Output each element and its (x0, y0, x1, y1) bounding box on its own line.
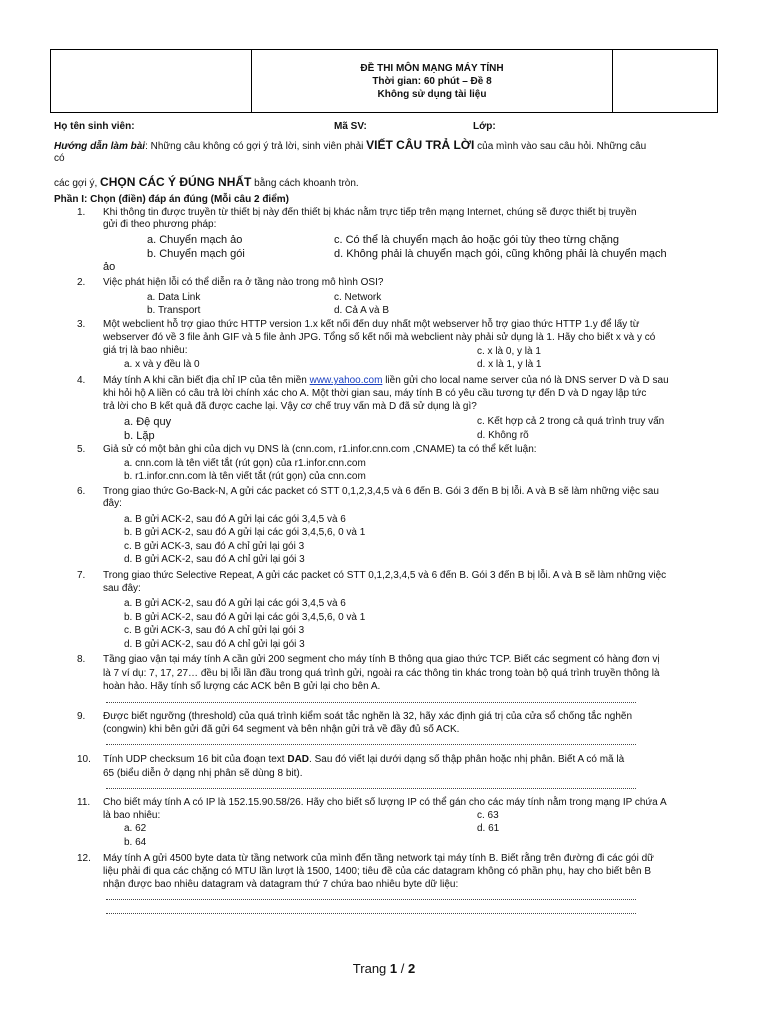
option-a[interactable]: a. cnn.com là tên viết tắt (rút gọn) của r1.infor.cnn.com (124, 458, 366, 469)
answer-line[interactable] (106, 913, 636, 914)
question-text: là bao nhiêu: (103, 810, 161, 821)
option-b[interactable]: b. Chuyển mạch gói (147, 248, 245, 260)
question-number: 10. (77, 754, 91, 765)
question-number: 7. (77, 570, 86, 581)
question-number: 2. (77, 277, 86, 288)
question-text: Khi thông tin được truyền từ thiết bị này đến thiết bị khác nằm trực tiếp trên mạng Internet, chúng sẽ được thiết bị truyền (103, 207, 637, 218)
question-text: Máy tính A gửi 4500 byte data từ tầng network của mình đến tầng network tại máy tính B. Biết rằng trên đường đi các gói dữ (103, 853, 654, 864)
student-name-label: Họ tên sinh viên: (54, 121, 135, 132)
option-c[interactable]: c. B gửi ACK-3, sau đó A chỉ gửi lại gói 3 (124, 625, 305, 636)
question-number: 9. (77, 711, 86, 722)
question-text: đây: (103, 498, 122, 509)
option-c[interactable]: c. B gửi ACK-3, sau đó A chỉ gửi lại gói 3 (124, 541, 305, 552)
guide-emph-write: VIẾT CÂU TRẢ LỜI (366, 138, 475, 152)
question-text: là 7 ví dụ: 7, 17, 27… đều bị lỗi lần đầu trong quá trình gửi, ngoài ra các thông tin khác trong toàn bộ quá trình truyền thông là (103, 668, 660, 679)
option-d[interactable]: d. Không phải là chuyển mạch gói, cũng không phải là chuyển mạch (334, 248, 667, 260)
option-a[interactable]: a. B gửi ACK-2, sau đó A gửi lại các gói 3,4,5 và 6 (124, 514, 346, 525)
option-b[interactable]: b. Transport (147, 305, 201, 316)
answer-line[interactable] (106, 744, 636, 745)
question-text: giá trị là bao nhiêu: (103, 345, 188, 356)
question-text: Trong giao thức Go-Back-N, A gửi các packet có STT 0,1,2,3,4,5 và 6 đến B. Gói 3 đến B bị lỗi. A và B sẽ làm những việc sau (103, 486, 659, 497)
question-text: Một webclient hỗ trợ giao thức HTTP version 1.x kết nối đến duy nhất một webserver hỗ trợ giao thức HTTP 1.y để lấy từ (103, 319, 640, 330)
option-b[interactable]: b. Lặp (124, 430, 155, 442)
exam-title: ĐỀ THI MÔN MẠNG MÁY TÍNH (360, 62, 504, 74)
student-id-label: Mã SV: (334, 121, 367, 132)
question-text: hoàn hảo. Hãy tính số lượng các ACK bên B gửi lại cho bên A. (103, 681, 381, 692)
question-number: 1. (77, 207, 86, 218)
yahoo-link[interactable]: www.yahoo.com (309, 375, 383, 386)
question-text: Tính UDP checksum 16 bit của đoạn text DAD. Sau đó viết lại dưới dạng số thập phân hoặc nhị phân. Biết A có mã là (103, 754, 625, 765)
question-text: nhận được bao nhiêu datagram và datagram thứ 7 chứa bao nhiêu byte dữ liệu: (103, 879, 459, 890)
option-c[interactable]: c. Có thể là chuyển mạch ảo hoặc gói tùy theo từng chặng (334, 234, 619, 246)
header-left-cell (51, 50, 252, 112)
question-text: Máy tính A khi cần biết địa chỉ IP của tên miền www.yahoo.com liền gửi cho local name server của nó là DNS server D và D sau (103, 375, 669, 386)
question-text: (congwin) khi bên gửi đã gửi 64 segment và bên nhận gửi trả về đầy đủ số ACK. (103, 724, 460, 735)
option-a[interactable]: a. Đệ quy (124, 416, 172, 428)
option-d[interactable]: d. x là 1, y là 1 (477, 359, 542, 370)
option-d[interactable]: d. B gửi ACK-2, sau đó A chỉ gửi lại gói 3 (124, 554, 305, 565)
guide-line-1: Hướng dẫn làm bài: Những câu không có gợi ý trả lời, sinh viên phải VIẾT CÂU TRẢ LỜI của mình vào sau câu hỏi. Những câu (54, 138, 647, 152)
option-c[interactable]: c. 63 (477, 810, 499, 821)
page-footer: Trang 1 / 2 (352, 961, 416, 976)
option-d-continued: ảo (103, 261, 116, 273)
option-b[interactable]: b. B gửi ACK-2, sau đó A gửi lại các gói 3,4,5,6, 0 và 1 (124, 612, 366, 623)
question-number: 12. (77, 853, 91, 864)
guide-emph-choose: CHỌN CÁC Ý ĐÚNG NHẤT (100, 175, 252, 189)
question-text: liệu phải đi qua các chặng có MTU lần lượt là 1500, 1400; tiêu đề của các datagram không có phần phụ, hay cho biết bên B (103, 866, 652, 877)
question-number: 8. (77, 654, 86, 665)
header-center-cell (252, 50, 613, 112)
question-text: Giả sử có một bản ghi của dịch vụ DNS là (cnn.com, r1.infor.cnn.com ,CNAME) ta có thể kết luận: (103, 444, 537, 455)
option-c[interactable]: c. Network (334, 292, 382, 303)
option-d[interactable]: d. Cả A và B (334, 305, 390, 316)
question-text: sau đây: (103, 583, 141, 594)
question-text: 65 (biểu diễn ở dạng nhị phân sẽ dùng 8 bit). (103, 768, 303, 779)
option-a[interactable]: a. B gửi ACK-2, sau đó A gửi lại các gói 3,4,5 và 6 (124, 598, 346, 609)
option-c[interactable]: c. x là 0, y là 1 (477, 346, 541, 357)
option-d[interactable]: d. B gửi ACK-2, sau đó A chỉ gửi lại gói 3 (124, 639, 305, 650)
question-text: Tầng giao vận tại máy tính A cần gửi 200 segment cho máy tính B thông qua giao thức TCP. Biết các segment có hàng đơn vị (103, 654, 660, 665)
part1-heading: Phần I: Chọn (điền) đáp án đúng (Mỗi câu 2 điểm) (54, 194, 289, 205)
guide-line-3: các gợi ý, CHỌN CÁC Ý ĐÚNG NHẤT bằng cách khoanh tròn. (54, 175, 359, 189)
question-text: Việc phát hiện lỗi có thể diễn ra ở tầng nào trong mô hình OSI? (103, 277, 384, 288)
guide-line-2: có (54, 153, 65, 164)
answer-line[interactable] (106, 899, 636, 900)
page-number: 1 (389, 961, 398, 976)
exam-rule: Không sử dụng tài liệu (377, 88, 487, 100)
question-text: gửi đi theo phương pháp: (103, 219, 217, 230)
question-text: Trong giao thức Selective Repeat, A gửi các packet có STT 0,1,2,3,4,5 và 6 đến B. Gói 3 đến B bị lỗi. A và B sẽ làm những việc (103, 570, 667, 581)
answer-line[interactable] (106, 702, 636, 703)
question-number: 3. (77, 319, 86, 330)
exam-header-table (50, 49, 718, 113)
question-text: khi hỏi hộ A liền có câu trả lời chính xác cho A. Một thời gian sau, máy tính B có yêu cầu tương tự đến D và D ngay lập tức (103, 388, 647, 399)
question-text: webserver đó về 3 file ảnh GIF và 5 file ảnh JPG. Tổng số kết nối mà webclient này phải sử dụng là 1. Hãy cho biết x và y có (103, 332, 656, 343)
option-d[interactable]: d. Không rõ (477, 430, 529, 441)
question-text: Được biết ngưỡng (threshold) của quá trình kiểm soát tắc nghẽn là 32, hãy xác định giá trị của cửa sổ chống tắc nghẽn (103, 711, 633, 722)
option-b[interactable]: b. B gửi ACK-2, sau đó A gửi lại các gói 3,4,5,6, 0 và 1 (124, 527, 366, 538)
option-c[interactable]: c. Kết hợp cả 2 trong cả quá trình truy vấn (477, 416, 665, 427)
question-number: 11. (77, 797, 91, 808)
option-a[interactable]: a. 62 (124, 823, 147, 834)
option-d[interactable]: d. 61 (477, 823, 500, 834)
guide-label: Hướng dẫn làm bài (54, 141, 146, 152)
option-a[interactable]: a. Data Link (147, 292, 201, 303)
option-b[interactable]: b. r1.infor.cnn.com là tên viết tắt (rút gọn) của cnn.com (124, 471, 366, 482)
question-text: Cho biết máy tính A có IP là 152.15.90.58/26. Hãy cho biết số lượng IP có thể gán cho các máy tính nằm trong mạng IP chứa A (103, 797, 667, 808)
question-number: 6. (77, 486, 86, 497)
option-a[interactable]: a. x và y đều là 0 (124, 359, 200, 370)
class-label: Lớp: (473, 121, 496, 132)
page-total: 2 (407, 961, 416, 976)
option-a[interactable]: a. Chuyển mạch ảo (147, 234, 243, 246)
option-b[interactable]: b. 64 (124, 837, 147, 848)
answer-line[interactable] (106, 788, 636, 789)
header-right-cell (613, 50, 717, 112)
exam-time: Thời gian: 60 phút – Đề 8 (372, 75, 492, 87)
question-text: trả lời cho B kết quả đã được cache lại. Vậy cơ chế truy vấn mà D đã sử dụng là gì? (103, 401, 477, 412)
question-number: 4. (77, 375, 86, 386)
question-number: 5. (77, 444, 86, 455)
